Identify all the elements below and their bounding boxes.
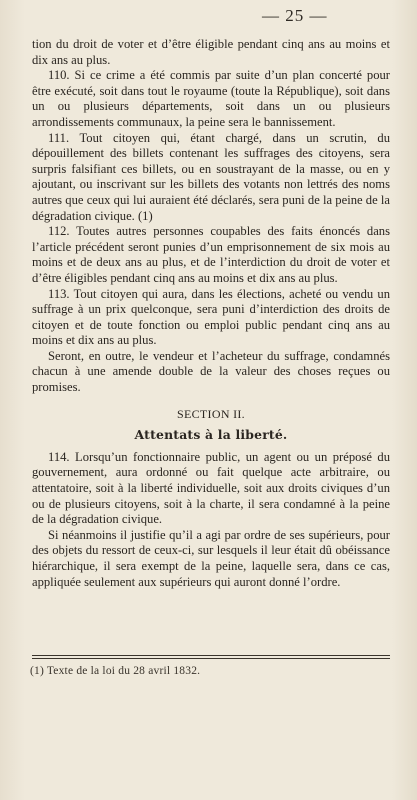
footnote-divider-secondary: [32, 658, 390, 659]
article-113-paragraph-2: Seront, en outre, le vendeur et l’acheteur du suffrage, condamnés chacun à une amende double de la valeur des choses reçues ou promises.: [32, 348, 390, 395]
article-113: 113. Tout citoyen qui aura, dans les élections, acheté ou vendu un suffrage à un prix quelconque, sera puni d’interdiction des droits de citoyen et de toute fonction ou emploi public pendant cinq ans au moins et dix ans au plus.: [32, 286, 390, 348]
article-110: 110. Si ce crime a été commis par suite d’un plan concerté pour être exécuté, soit dans tout le royaume (toute la République), soit dans un ou plusieurs départements, soit dans un ou plusieurs arrondissements communaux, la peine sera le bannissement.: [32, 68, 390, 129]
article-114: 114. Lorsqu’un fonctionnaire public, un agent ou un préposé du gouvernement, aura ordonné ou fait quelque acte arbitraire, ou attentatoire, soit à la liberté individuelle, soit aux droits civiques d’un ou de plusieurs citoyens, soit à la charte, il sera condamné à la peine de la dégradation civique.: [32, 449, 390, 527]
subsection-heading: Attentats à la liberté.: [134, 427, 288, 443]
footnote-divider: [32, 655, 390, 656]
body-text: [32, 37, 390, 590]
section-heading: SECTION II.: [177, 406, 245, 421]
page-number: — 25 —: [262, 6, 328, 25]
footnote: (1) Texte de la loi du 28 avril 1832.: [30, 665, 201, 677]
article-114-paragraph-2: Si néanmoins il justifie qu’il a agi par ordre de ses supérieurs, pour des objets du ressort de ceux-ci, sur lesquels il leur était dû obéissance hiérarchique, il sera exempt de la peine, laquelle sera, dans ce cas, appliquée seulement aux supérieurs qui auront donné l’ordre.: [32, 527, 390, 589]
paragraph-continuation: tion du droit de voter et d’être éligible pendant cinq ans au moins et dix ans au plus.: [32, 37, 390, 67]
article-111: 111. Tout citoyen qui, étant chargé, dans un scrutin, du dépouillement des billets contenant les suffrages des citoyens, sera surpris falsifiant ces billets, ou en soustrayant de la masse, ou en y ajoutant, ou inscrivant sur les billets des votants non lettrés des noms autres que ceux qui lui auraient été déclarés, sera puni de la peine de la dégradation civique. (1): [32, 130, 390, 223]
article-112: 112. Toutes autres personnes coupables des faits énoncés dans l’article précédent seront punies d’un emprisonnement de six mois au moins et de deux ans au plus, et de l’interdiction du droit de voter et d’être éligibles pendant cinq ans au moins et dix ans au plus.: [32, 224, 390, 285]
